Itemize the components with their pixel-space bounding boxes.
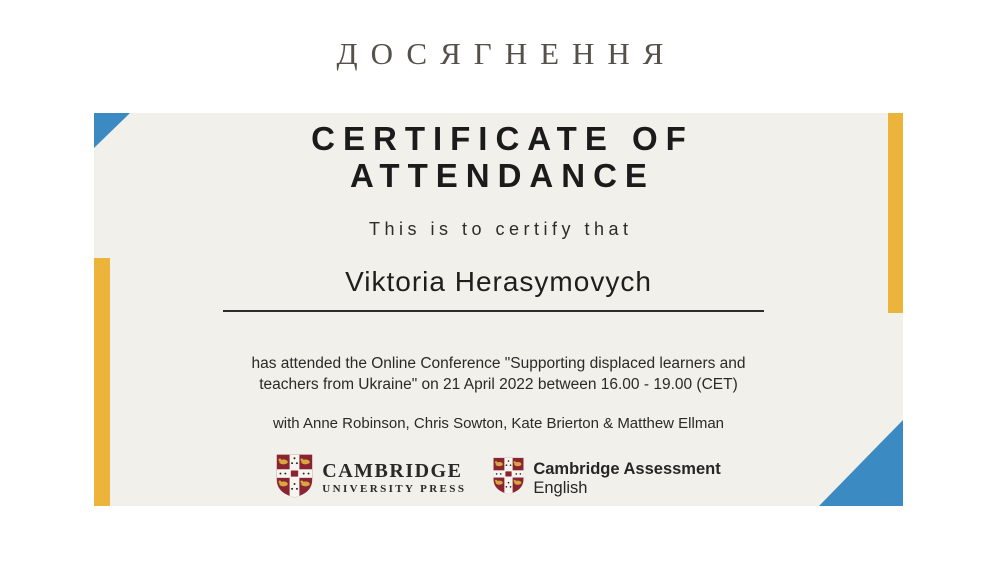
cae-wordmark-line2: English bbox=[533, 478, 588, 497]
attendance-statement bbox=[94, 354, 903, 395]
logos-row bbox=[94, 454, 903, 503]
certificate-title-line2: ATTENDANCE bbox=[350, 157, 655, 194]
cambridge-university-press-wordmark bbox=[322, 461, 466, 496]
cambridge-assessment-english-wordmark bbox=[533, 460, 720, 498]
cambridge-university-press-logo bbox=[276, 454, 466, 503]
certificate-title-line1: CERTIFICATE OF bbox=[311, 120, 694, 157]
cup-wordmark-line2: UNIVERSITY PRESS bbox=[322, 483, 467, 495]
certificate-card bbox=[94, 113, 903, 506]
page-title: ДОСЯГНЕННЯ bbox=[336, 36, 677, 71]
cae-wordmark-line1: Cambridge Assessment bbox=[533, 459, 721, 478]
certify-text: This is to certify that bbox=[368, 219, 633, 239]
cambridge-assessment-english-logo bbox=[493, 457, 720, 500]
attendance-statement-line1: has attended the Online Conference "Supporting displaced learners and bbox=[251, 355, 746, 372]
cup-wordmark-line1: CAMBRIDGE bbox=[322, 460, 463, 482]
recipient-name: Viktoria Herasymovych bbox=[345, 266, 652, 297]
certificate-title bbox=[94, 120, 903, 194]
attendance-statement-line2: teachers from Ukraine" on 21 April 2022 between 16.00 - 19.00 (CET) bbox=[259, 375, 738, 393]
name-underline bbox=[223, 310, 764, 312]
cambridge-shield-icon bbox=[493, 457, 524, 500]
cambridge-shield-icon bbox=[276, 454, 313, 503]
speakers-text: with Anne Robinson, Chris Sowton, Kate Brierton & Matthew Ellman bbox=[272, 415, 725, 432]
